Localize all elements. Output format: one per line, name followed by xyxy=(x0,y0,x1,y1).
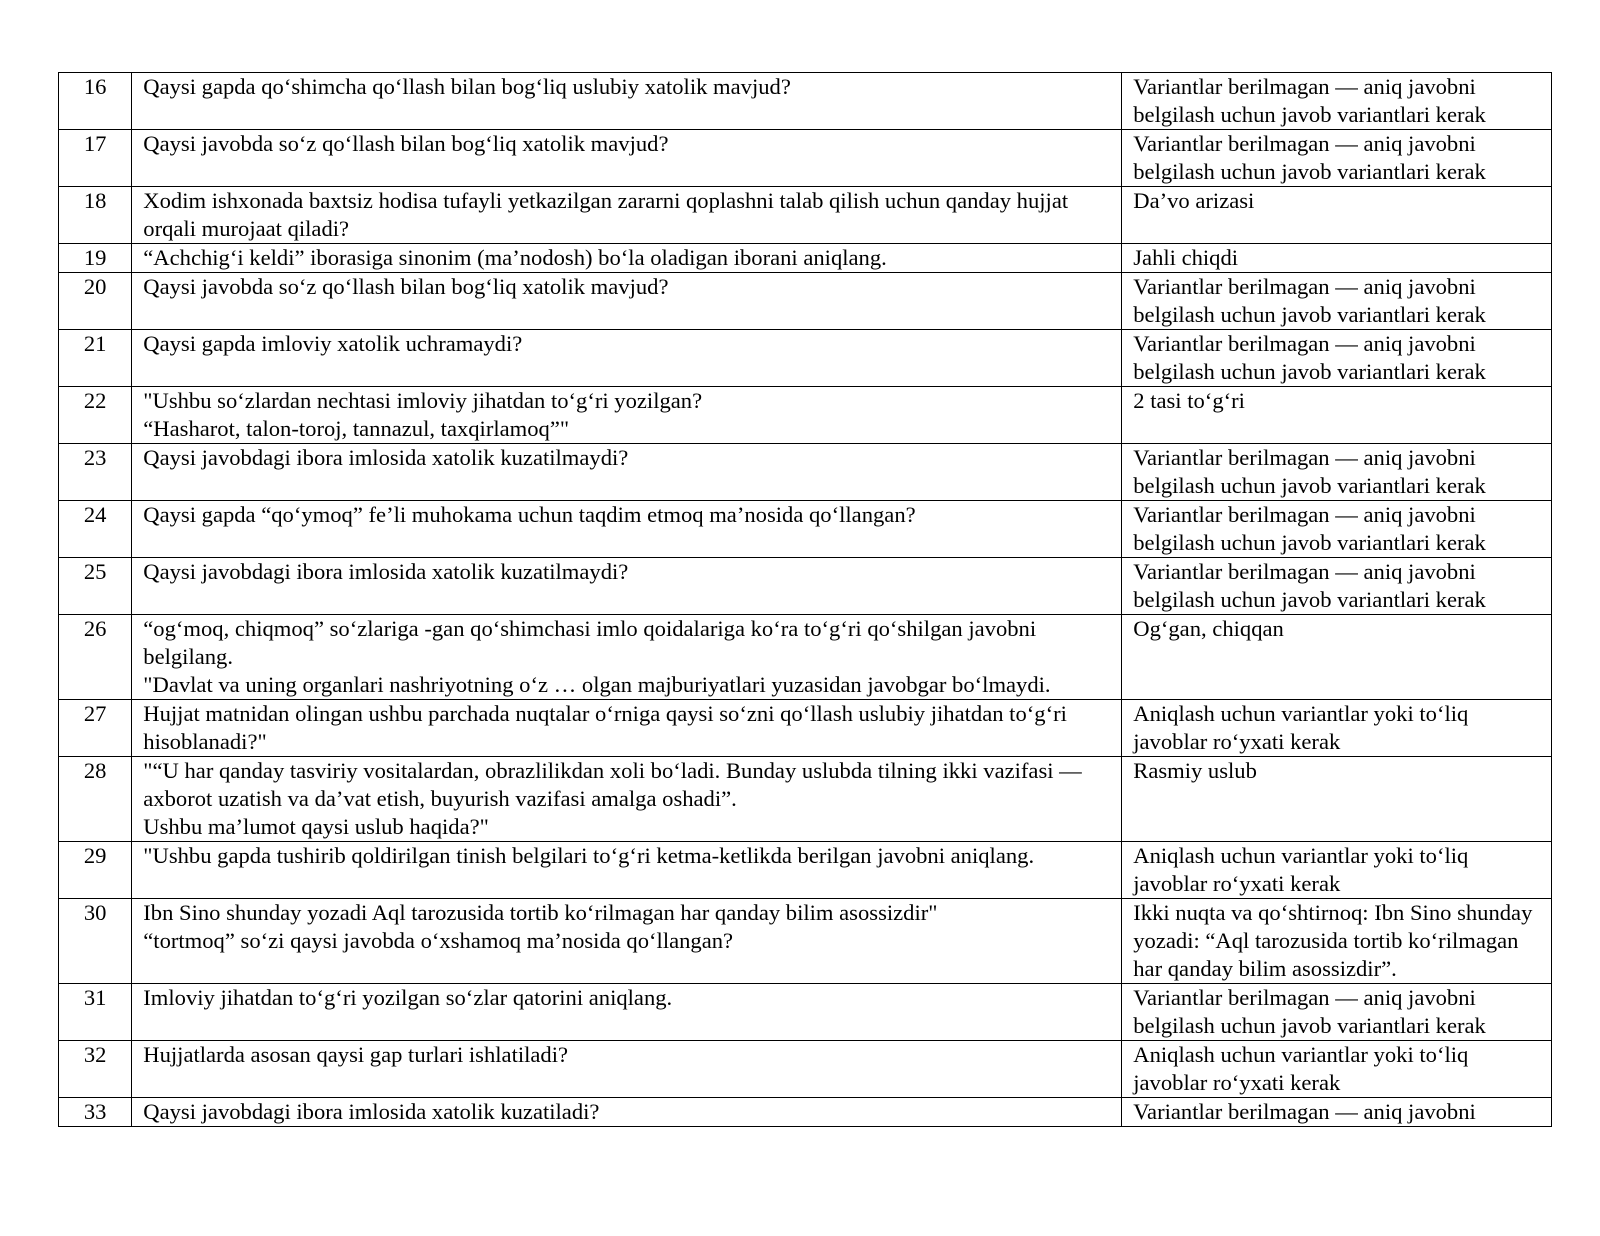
answer-cell: Variantlar berilmagan — aniq javobni belgilash uchun javob variantlari kerak xyxy=(1122,984,1552,1041)
table-row xyxy=(59,757,1552,842)
question-answer-table xyxy=(58,72,1552,1127)
question-cell: “Achchig‘i keldi” iborasiga sinonim (ma’nodosh) bo‘la oladigan iborani aniqlang. xyxy=(132,244,1122,273)
question-cell: Hujjat matnidan olingan ushbu parchada nuqtalar o‘rniga qaysi so‘zni qo‘llash uslubiy jihatdan to‘g‘ri hisoblanadi?" xyxy=(132,700,1122,757)
question-cell: "Ushbu gapda tushirib qoldirilgan tinish belgilari to‘g‘ri ketma-ketlikda berilgan javobni aniqlang. xyxy=(132,842,1122,899)
answer-text: Variantlar berilmagan — aniq javobni xyxy=(1133,1099,1476,1124)
answer-cell: Da’vo arizasi xyxy=(1122,187,1552,244)
table-row xyxy=(59,73,1552,130)
table-row xyxy=(59,387,1552,444)
question-cell: Qaysi javobdagi ibora imlosida xatolik kuzatilmaydi? xyxy=(132,444,1122,501)
table-row xyxy=(59,899,1552,984)
table-row xyxy=(59,330,1552,387)
row-number: 21 xyxy=(59,330,132,387)
table-row xyxy=(59,273,1552,330)
row-number: 25 xyxy=(59,558,132,615)
row-number: 27 xyxy=(59,700,132,757)
row-number: 22 xyxy=(59,387,132,444)
question-cell: Qaysi javobdagi ibora imlosida xatolik kuzatilmaydi? xyxy=(132,558,1122,615)
table-row xyxy=(59,842,1552,899)
row-number: 17 xyxy=(59,130,132,187)
table-row xyxy=(59,1041,1552,1098)
table-row xyxy=(59,615,1552,700)
answer-cell: 2 tasi to‘g‘ri xyxy=(1122,387,1552,444)
row-number: 31 xyxy=(59,984,132,1041)
answer-cell: Variantlar berilmagan — aniq javobni belgilash uchun javob variantlari kerak xyxy=(1122,130,1552,187)
question-cell: Qaysi gapda qo‘shimcha qo‘llash bilan bog‘liq uslubiy xatolik mavjud? xyxy=(132,73,1122,130)
row-number: 16 xyxy=(59,73,132,130)
question-cell: Ibn Sino shunday yozadi Aql tarozusida tortib ko‘rilmagan har qanday bilim asossizdir" “tortmoq” so‘zi qaysi javobda o‘xshamoq ma’nosida qo‘llangan? xyxy=(132,899,1122,984)
question-cell: “og‘moq, chiqmoq” so‘zlariga -gan qo‘shimchasi imlo qoidalariga ko‘ra to‘g‘ri qo‘shilgan javobni belgilang. "Davlat va uning organlari nashriyotning o‘z … olgan majburiyatlari yuzasidan javobgar bo‘lmaydi. xyxy=(132,615,1122,700)
answer-cell: Variantlar berilmagan — aniq javobni belgilash uchun javob variantlari kerak xyxy=(1122,444,1552,501)
table-row xyxy=(59,1098,1552,1127)
question-cell: Qaysi javobda so‘z qo‘llash bilan bog‘liq xatolik mavjud? xyxy=(132,273,1122,330)
question-cell: Xodim ishxonada baxtsiz hodisa tufayli yetkazilgan zararni qoplashni talab qilish uchun qanday hujjat orqali murojaat qiladi? xyxy=(132,187,1122,244)
row-number: 26 xyxy=(59,615,132,700)
row-number: 32 xyxy=(59,1041,132,1098)
table-row xyxy=(59,444,1552,501)
question-cell: Hujjatlarda asosan qaysi gap turlari ishlatiladi? xyxy=(132,1041,1122,1098)
row-number: 30 xyxy=(59,899,132,984)
row-number: 19 xyxy=(59,244,132,273)
table-row xyxy=(59,700,1552,757)
table-row xyxy=(59,558,1552,615)
question-cell: Qaysi javobdagi ibora imlosida xatolik kuzatiladi? xyxy=(132,1098,1122,1127)
question-cell: "“U har qanday tasviriy vositalardan, obrazlilikdan xoli bo‘ladi. Bunday uslubda tilning ikki vazifasi — axborot uzatish va da’vat etish, buyurish vazifasi amalga oshadi”. Ushbu ma’lumot qaysi uslub haqida?" xyxy=(132,757,1122,842)
question-cell: Imloviy jihatdan to‘g‘ri yozilgan so‘zlar qatorini aniqlang. xyxy=(132,984,1122,1041)
table-row xyxy=(59,244,1552,273)
question-cell: "Ushbu so‘zlardan nechtasi imloviy jihatdan to‘g‘ri yozilgan? “Hasharot, talon-toroj, tannazul, taxqirlamoq”" xyxy=(132,387,1122,444)
table-row xyxy=(59,984,1552,1041)
question-cell: Qaysi gapda “qo‘ymoq” fe’li muhokama uchun taqdim etmoq ma’nosida qo‘llangan? xyxy=(132,501,1122,558)
row-number: 18 xyxy=(59,187,132,244)
answer-cell: Aniqlash uchun variantlar yoki to‘liq javoblar ro‘yxati kerak xyxy=(1122,842,1552,899)
table-row xyxy=(59,501,1552,558)
answer-cell: Rasmiy uslub xyxy=(1122,757,1552,842)
answer-cell xyxy=(1122,1098,1552,1127)
row-number: 24 xyxy=(59,501,132,558)
answer-cell: Variantlar berilmagan — aniq javobni belgilash uchun javob variantlari kerak xyxy=(1122,330,1552,387)
answer-cell: Variantlar berilmagan — aniq javobni belgilash uchun javob variantlari kerak xyxy=(1122,73,1552,130)
question-cell: Qaysi gapda imloviy xatolik uchramaydi? xyxy=(132,330,1122,387)
row-number: 23 xyxy=(59,444,132,501)
table-row xyxy=(59,130,1552,187)
row-number: 33 xyxy=(59,1098,132,1127)
question-cell: Qaysi javobda so‘z qo‘llash bilan bog‘liq xatolik mavjud? xyxy=(132,130,1122,187)
answer-cell: Jahli chiqdi xyxy=(1122,244,1552,273)
answer-cell: Og‘gan, chiqqan xyxy=(1122,615,1552,700)
answer-cell: Aniqlash uchun variantlar yoki to‘liq javoblar ro‘yxati kerak xyxy=(1122,700,1552,757)
answer-cell: Variantlar berilmagan — aniq javobni belgilash uchun javob variantlari kerak xyxy=(1122,558,1552,615)
table-row xyxy=(59,187,1552,244)
answer-cell: Variantlar berilmagan — aniq javobni belgilash uchun javob variantlari kerak xyxy=(1122,273,1552,330)
answer-cell: Aniqlash uchun variantlar yoki to‘liq javoblar ro‘yxati kerak xyxy=(1122,1041,1552,1098)
row-number: 20 xyxy=(59,273,132,330)
answer-cell: Variantlar berilmagan — aniq javobni belgilash uchun javob variantlari kerak xyxy=(1122,501,1552,558)
row-number: 28 xyxy=(59,757,132,842)
answer-cell: Ikki nuqta va qo‘shtirnoq: Ibn Sino shunday yozadi: “Aql tarozusida tortib ko‘rilmagan har qanday bilim asossizdir”. xyxy=(1122,899,1552,984)
row-number: 29 xyxy=(59,842,132,899)
